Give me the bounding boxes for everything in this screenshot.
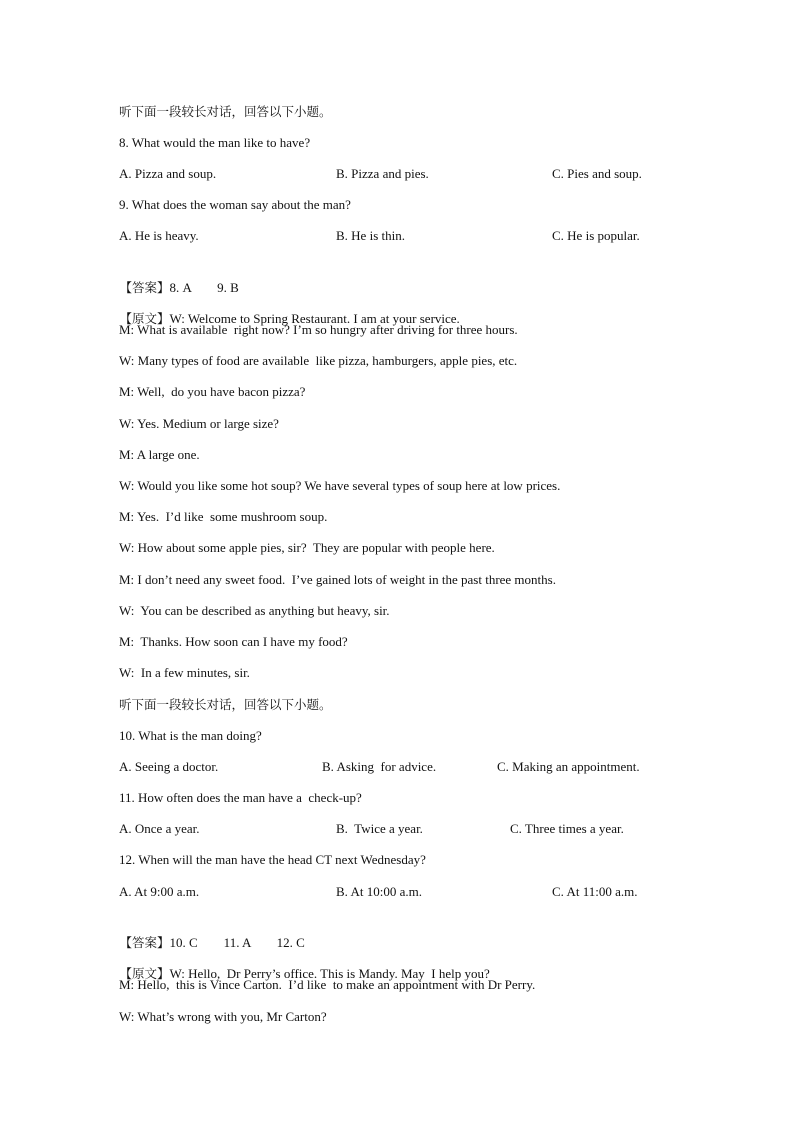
transcript-line: M: Thanks. How soon can I have my food? — [119, 634, 348, 649]
option-c: C. He is popular. — [552, 228, 640, 243]
transcript-line: M: What is available right now? I’m so hungry after driving for three hours. — [119, 322, 518, 337]
answer-text: 8. A 9. B — [169, 280, 239, 295]
section-instruction: 听下面一段较长对话，回答以下小题。 — [119, 697, 332, 712]
question-10: 10. What is the man doing? — [119, 728, 262, 743]
transcript-header — [119, 289, 734, 326]
answer-tag: 【答案】 — [119, 280, 170, 295]
question-11-options — [119, 819, 734, 839]
question-8-options — [119, 164, 734, 184]
section-instruction: 听下面一段较长对话，回答以下小题。 — [119, 104, 332, 119]
transcript-line: W: Many types of food are available like pizza, hamburgers, apple pies, etc. — [119, 353, 518, 368]
option-b: B. He is thin. — [336, 228, 405, 243]
option-c: C. At 11:00 a.m. — [552, 884, 638, 899]
answer-tag: 【答案】 — [119, 935, 170, 950]
transcript-line: M: Yes. I’d like some mushroom soup. — [119, 509, 328, 524]
transcript-line: W: Would you like some hot soup? We have several types of soup here at low prices. — [119, 478, 561, 493]
transcript-line: W: Hello, Dr Perry’s office. This is Mandy. May I help you? — [169, 966, 490, 981]
transcript-line: W: Welcome to Spring Restaurant. I am at your service. — [169, 311, 460, 326]
option-b: B. Pizza and pies. — [336, 166, 429, 181]
question-12: 12. When will the man have the head CT next Wednesday? — [119, 852, 426, 867]
option-b: B. Twice a year. — [336, 821, 423, 836]
answer-key — [119, 258, 734, 295]
answer-text: 10. C 11. A 12. C — [169, 935, 305, 950]
transcript-line: W: What’s wrong with you, Mr Carton? — [119, 1009, 327, 1024]
option-c: C. Making an appointment. — [497, 759, 640, 774]
answer-key — [119, 913, 734, 950]
transcript-tag: 【原文】 — [119, 311, 170, 326]
transcript-line: W: How about some apple pies, sir? They are popular with people here. — [119, 540, 495, 555]
option-c: C. Pies and soup. — [552, 166, 642, 181]
transcript-tag: 【原文】 — [119, 966, 170, 981]
question-10-options — [119, 757, 734, 777]
transcript-line: M: A large one. — [119, 447, 200, 462]
transcript-line: W: You can be described as anything but heavy, sir. — [119, 603, 390, 618]
transcript-line: M: Hello, this is Vince Carton. I’d like to make an appointment with Dr Perry. — [119, 977, 536, 992]
option-a: A. He is heavy. — [119, 228, 199, 243]
question-9-options — [119, 226, 734, 246]
option-a: A. Pizza and soup. — [119, 166, 217, 181]
transcript-line: M: Well, do you have bacon pizza? — [119, 384, 306, 399]
option-a: A. Seeing a doctor. — [119, 759, 219, 774]
option-a: A. At 9:00 a.m. — [119, 884, 200, 899]
question-9: 9. What does the woman say about the man? — [119, 197, 351, 212]
option-a: A. Once a year. — [119, 821, 200, 836]
option-b: B. At 10:00 a.m. — [336, 884, 422, 899]
transcript-header — [119, 944, 734, 981]
transcript-line: M: I don’t need any sweet food. I’ve gained lots of weight in the past three months. — [119, 572, 556, 587]
question-11: 11. How often does the man have a check-up? — [119, 790, 362, 805]
transcript-line: W: Yes. Medium or large size? — [119, 416, 279, 431]
option-b: B. Asking for advice. — [322, 759, 437, 774]
question-8: 8. What would the man like to have? — [119, 135, 311, 150]
question-12-options — [119, 882, 734, 902]
transcript-line: W: In a few minutes, sir. — [119, 665, 250, 680]
option-c: C. Three times a year. — [510, 821, 624, 836]
